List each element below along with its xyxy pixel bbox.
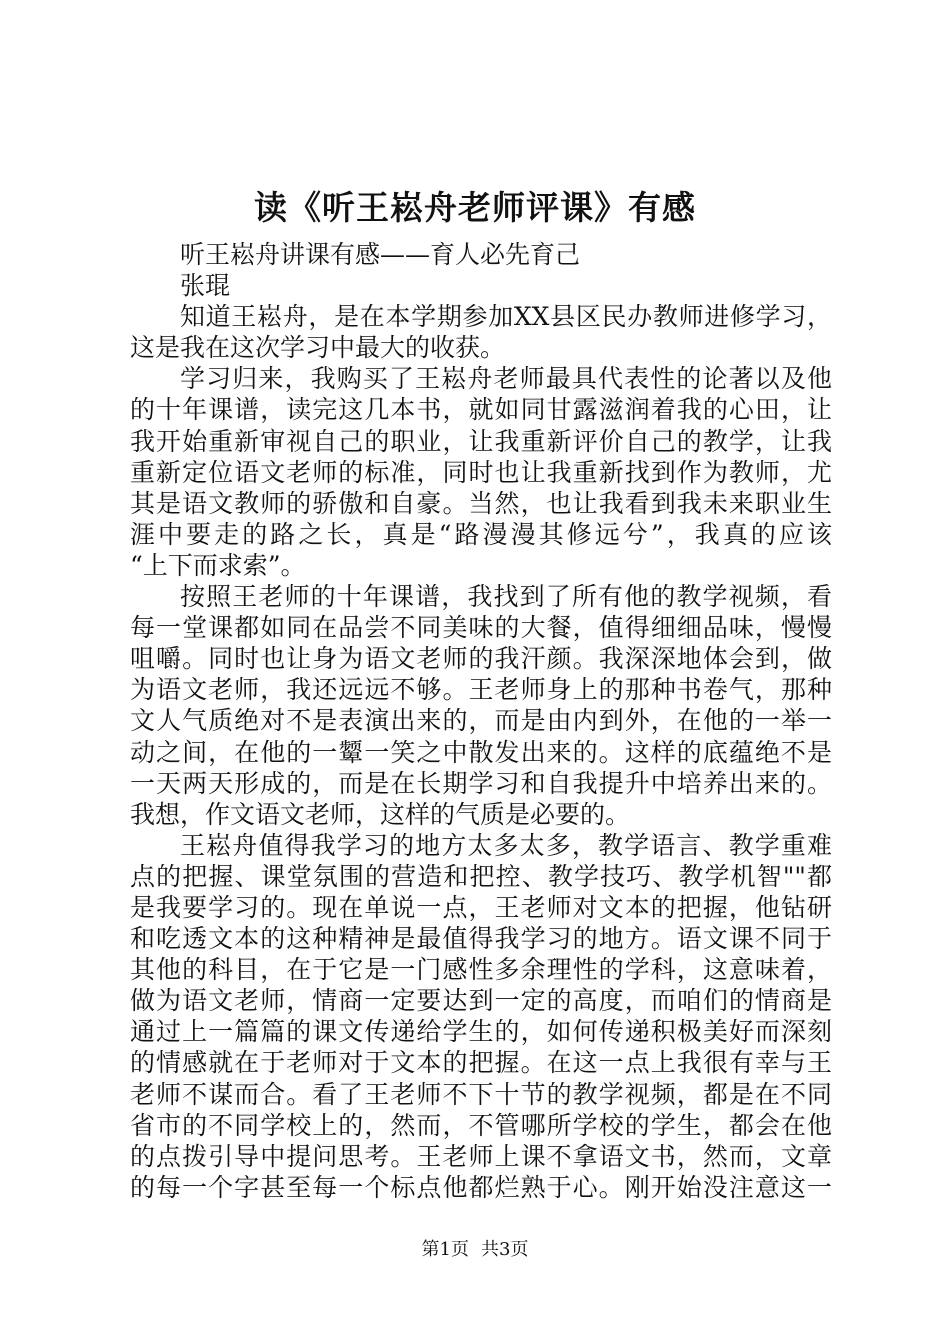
document-title: 读《听王崧舟老师评课》有感 <box>254 188 696 227</box>
text-line: 重新定位语文老师的标准，同时也让我重新找到作为教师，尤 <box>130 457 832 487</box>
text-line: 通过上一篇篇的课文传递给学生的，如何传递积极美好而深刻 <box>130 1017 832 1047</box>
text-line: 省市的不同学校上的，然而，不管哪所学校的学生，都会在他 <box>130 1110 832 1140</box>
paragraph-4 <box>130 830 832 1203</box>
author-name: 张琨 <box>180 271 231 301</box>
text-line: 的十年课谱，读完这几本书，就如同甘露滋润着我的心田，让 <box>130 395 832 425</box>
text-line: 知道王崧舟，是在本学期参加XX县区民办教师进修学习， <box>180 302 832 332</box>
text-line: 这是我在这次学习中最大的收获。 <box>130 333 506 363</box>
page-footer <box>0 1238 950 1262</box>
text-line: 点的把握、课堂氛围的营造和把控、教学技巧、教学机智""都 <box>130 861 832 891</box>
paragraph-1 <box>130 301 832 363</box>
text-line: 和吃透文本的这种精神是最值得我学习的地方。语文课不同于 <box>130 924 832 954</box>
text-line: 我想，作文语文老师，这样的气质是必要的。 <box>130 799 631 829</box>
text-line: 的每一个字甚至每一个标点他都烂熟于心。刚开始没注意这一 <box>130 1172 832 1202</box>
text-line: 其是语文教师的骄傲和自豪。当然，也让我看到我未来职业生 <box>130 488 832 518</box>
subtitle: 听王崧舟讲课有感——育人必先育己 <box>180 240 581 269</box>
text-line: 的点拨引导中提问思考。王老师上课不拿语文书，然而，文章 <box>130 1141 832 1171</box>
paragraph-3 <box>130 581 832 830</box>
text-line: “上下而求索”。 <box>130 550 306 580</box>
text-line: 咀嚼。同时也让身为语文老师的我汗颜。我深深地体会到，做 <box>130 644 832 674</box>
text-line: 学习归来，我购买了王崧舟老师最具代表性的论著以及他 <box>180 364 832 394</box>
text-line: 的情感就在于老师对于文本的把握。在这一点上我很有幸与王 <box>130 1048 832 1078</box>
text-line: 老师不谋而合。看了王老师不下十节的教学视频，都是在不同 <box>130 1079 832 1109</box>
text-line: 一天两天形成的，而是在长期学习和自我提升中培养出来的。 <box>130 768 832 798</box>
page-number: 第1页 <box>421 1239 469 1260</box>
text-line: 按照王老师的十年课谱，我找到了所有他的教学视频，看 <box>180 582 832 612</box>
document-body <box>130 239 832 1203</box>
paragraph-2 <box>130 363 832 581</box>
text-line: 其他的科目，在于它是一门感性多余理性的学科，这意味着， <box>130 955 832 985</box>
text-line: 每一堂课都如同在品尝不同美味的大餐，值得细细品味，慢慢 <box>130 613 832 643</box>
text-line: 动之间，在他的一颦一笑之中散发出来的。这样的底蕴绝不是 <box>130 737 832 767</box>
text-line: 为语文老师，我还远远不够。王老师身上的那种书卷气，那种 <box>130 675 832 705</box>
text-line: 做为语文老师，情商一定要达到一定的高度，而咱们的情商是 <box>130 986 832 1016</box>
text-line: 我开始重新审视自己的职业，让我重新评价自己的教学，让我 <box>130 426 832 456</box>
text-line: 王崧舟值得我学习的地方太多太多，教学语言、教学重难 <box>180 830 832 860</box>
page-total: 共3页 <box>481 1239 529 1260</box>
text-line: 文人气质绝对不是表演出来的，而是由内到外，在他的一举一 <box>130 706 832 736</box>
text-line: 是我要学习的。现在单说一点，王老师对文本的把握，他钻研 <box>130 892 832 922</box>
text-line: 涯中要走的路之长，真是“路漫漫其修远兮”，我真的应该 <box>130 519 832 549</box>
